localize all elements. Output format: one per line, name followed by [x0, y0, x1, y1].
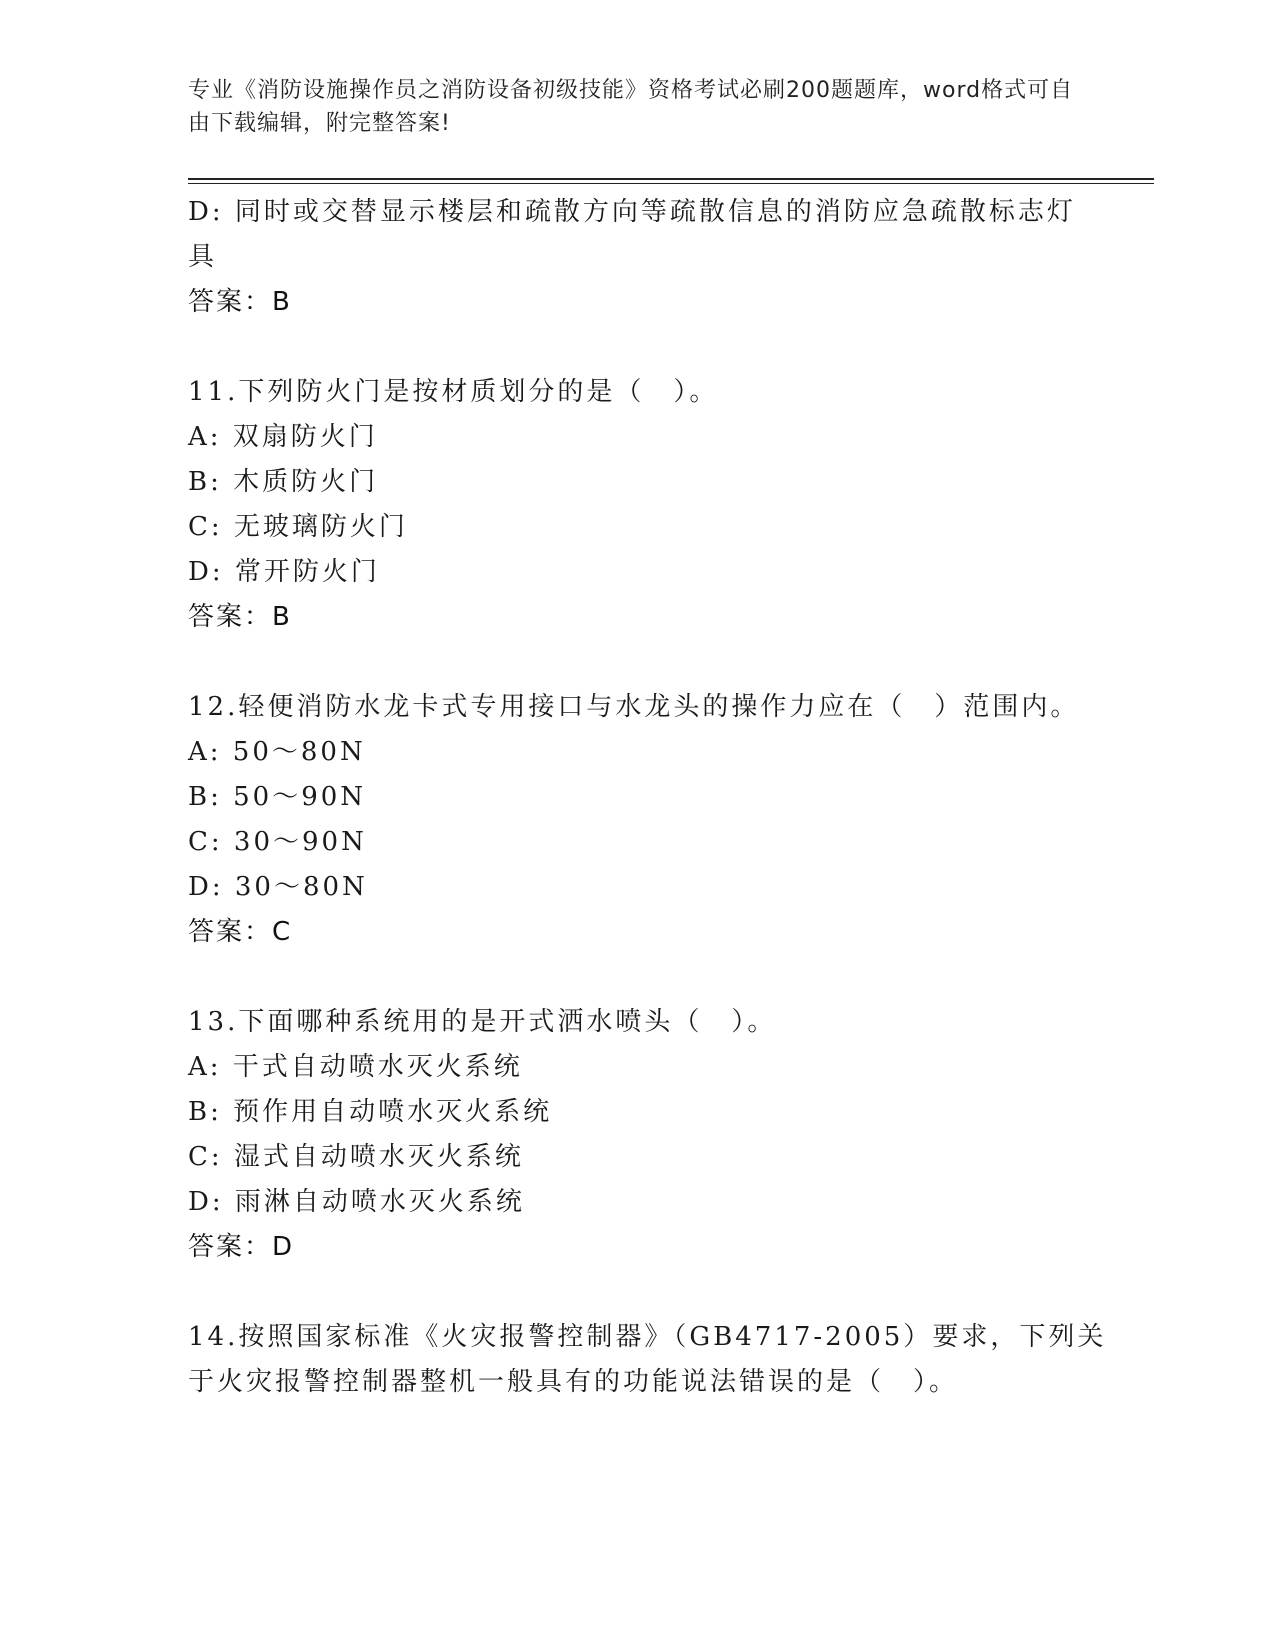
question-13-option-b: B: 预作用自动喷水灭火系统: [188, 1097, 553, 1127]
question-13-option-a: A: 干式自动喷水灭火系统: [188, 1052, 523, 1082]
header-rule-thick: [188, 178, 1154, 180]
spacer: [188, 640, 1088, 685]
question-11-stem: 11.下列防火门是按材质划分的是（ ）。: [188, 377, 719, 407]
question-content: [188, 190, 1107, 1405]
question-13-option-c: C: 湿式自动喷水灭火系统: [188, 1142, 524, 1172]
question-11-option-c: C: 无玻璃防火门: [188, 512, 408, 542]
question-13-stem: 13.下面哪种系统用的是开式洒水喷头（ ）。: [188, 1007, 777, 1037]
question-13-option-d: D: 雨淋自动喷水灭火系统: [188, 1187, 525, 1217]
question-11-answer: 答案：B: [188, 602, 292, 632]
question-12-option-d: D: 30～80N: [188, 872, 368, 902]
question-12-option-c: C: 30～90N: [188, 827, 367, 857]
prev-option-d: D: 同时或交替显示楼层和疏散方向等疏散信息的消防应急疏散标志灯: [188, 197, 1076, 227]
question-14-stem-continued: 于火灾报警控制器整机一般具有的功能说法错误的是（ ）。: [188, 1367, 959, 1397]
question-12-option-a: A: 50～80N: [188, 737, 366, 767]
document-header: 专业《消防设施操作员之消防设备初级技能》资格考试必刷200题题库，word格式可自由下载编辑，附完整答案!: [188, 78, 1074, 136]
spacer: [188, 325, 1088, 370]
prev-option-d-continued: 具: [188, 242, 218, 272]
question-12-answer: 答案：C: [188, 917, 293, 947]
question-14-stem: 14.按照国家标准《火灾报警控制器》（GB4717-2005）要求，下列关: [188, 1322, 1107, 1352]
question-11-option-b: B: 木质防火门: [188, 467, 379, 497]
question-13-answer: 答案：D: [188, 1232, 295, 1262]
question-11-option-a: A: 双扇防火门: [188, 422, 378, 452]
spacer: [188, 955, 1088, 1000]
question-11-option-d: D: 常开防火门: [188, 557, 380, 587]
question-12-option-b: B: 50～90N: [188, 782, 367, 812]
spacer: [188, 1270, 1088, 1315]
prev-answer: 答案：B: [188, 287, 292, 317]
header-rule-thin: [188, 183, 1154, 184]
question-12-stem: 12.轻便消防水龙卡式专用接口与水龙头的操作力应在（ ）范围内。: [188, 692, 1080, 722]
